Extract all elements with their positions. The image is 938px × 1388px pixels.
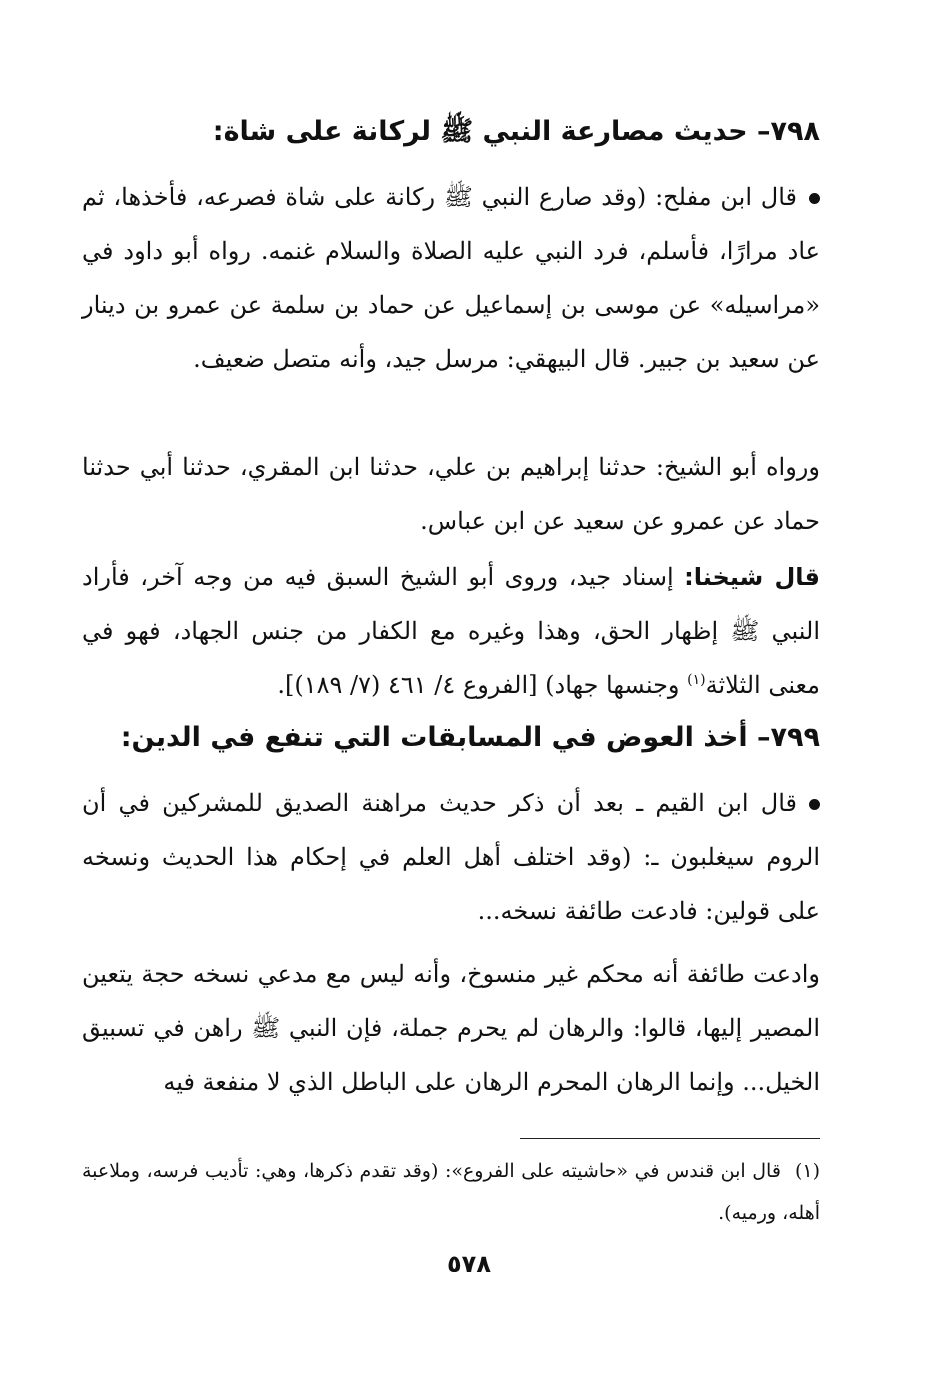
paragraph-text: وادعت طائفة أنه محكم غير منسوخ، وأنه ليس مع مدعي نسخه حجة يتعين المصير إليها، قالوا: والرهان لم يحرم جملة، فإن النبي ﷺ راهن في تسبيق الخيل... وإنما الرهان المحرم الرهان على الباطل الذي لا منفعة فيه bbox=[82, 960, 820, 1096]
footnote-text: قال ابن قندس في «حاشيته على الفروع»: (وقد تقدم ذكرها، وهي: تأديب فرسه، وملاعبة أهله، ورميه). bbox=[82, 1160, 820, 1224]
footnote bbox=[82, 1150, 820, 1234]
section-798-heading: ٧٩٨– حديث مصارعة النبي ﷺ لركانة على شاة: bbox=[212, 116, 820, 147]
page-number: ٥٧٨ bbox=[447, 1250, 491, 1278]
sheikh-label: قال شيخنا: bbox=[684, 563, 820, 591]
section-798-paragraph-1 bbox=[82, 170, 820, 386]
section-799-paragraph-1 bbox=[82, 776, 820, 938]
section-798-paragraph-2 bbox=[82, 440, 820, 548]
paragraph-text-end: وجنسها جهاد) [الفروع ٤/ ٤٦١ (٧/ ١٨٩)]. bbox=[277, 671, 688, 699]
section-799-heading: ٧٩٩– أخذ العوض في المسابقات التي تنفع في الدين: bbox=[120, 722, 820, 753]
paragraph-text: إسناد جيد، وروى أبو الشيخ السبق فيه من وجه آخر، فأراد النبي ﷺ إظهار الحق، وهذا وغيره مع الكفار من جنس الجهاد، فهو في معنى الثلاثة bbox=[82, 563, 820, 699]
footnote-number: (١) bbox=[794, 1160, 820, 1182]
bullet-icon bbox=[809, 799, 820, 810]
footnote-reference[interactable]: (١) bbox=[687, 672, 706, 688]
paragraph-text: قال ابن مفلح: (وقد صارع النبي ﷺ ركانة على شاة فصرعه، فأخذها، ثم عاد مرارًا، فأسلم، فرد النبي عليه الصلاة والسلام غنمه. رواه أبو داود في «مراسيله» عن موسى بن إسماعيل عن حماد بن سلمة عن عمرو بن دينار عن سعيد بن جبير. قال البيهقي: مرسل جيد، وأنه متصل ضعيف. bbox=[82, 183, 820, 373]
section-799 bbox=[82, 716, 820, 760]
bullet-icon bbox=[809, 193, 820, 204]
paragraph-text: ورواه أبو الشيخ: حدثنا إبراهيم بن علي، حدثنا ابن المقري، حدثنا أبي حدثنا حماد عن عمرو عن سعيد عن ابن عباس. bbox=[82, 453, 820, 535]
section-798-paragraph-3 bbox=[82, 550, 820, 712]
section-798 bbox=[82, 110, 820, 154]
paragraph-text: قال ابن القيم ـ بعد أن ذكر حديث مراهنة الصديق للمشركين في أن الروم سيغلبون ـ: (وقد اختلف أهل العلم في إحكام هذا الحديث ونسخه على قولين: فادعت طائفة نسخه... bbox=[82, 789, 820, 925]
footnote-divider bbox=[520, 1138, 820, 1139]
section-799-paragraph-2 bbox=[82, 947, 820, 1109]
